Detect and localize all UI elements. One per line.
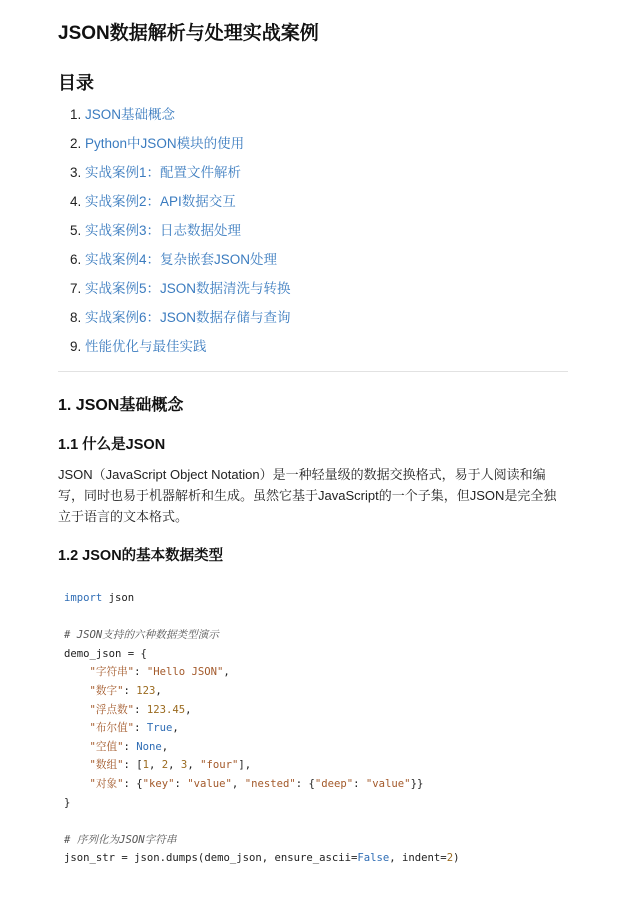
- code-text: demo_json = {: [64, 647, 147, 660]
- toc-item: [70, 251, 568, 280]
- toc-item-number: 9.: [70, 339, 82, 354]
- toc-link[interactable]: 实战案例5：JSON数据清洗与转换: [85, 281, 291, 296]
- code-keyword: import: [64, 592, 103, 604]
- toc-item-number: 8.: [70, 310, 82, 325]
- toc-item: [70, 164, 568, 193]
- code-constant: True: [146, 722, 173, 735]
- code-text: }: [64, 796, 71, 809]
- code-number: 123.45: [146, 703, 186, 716]
- code-number: 123: [136, 684, 156, 697]
- toc-item: [70, 193, 568, 222]
- code-text: json_str = json.dumps(demo_json, ensure_ascii=: [64, 852, 358, 865]
- subsection-heading: 1.2 JSON的基本数据类型: [58, 548, 224, 564]
- code-constant: False: [357, 852, 390, 865]
- toc-item-number: 1.: [70, 107, 82, 122]
- toc-item-number: 4.: [70, 194, 82, 209]
- toc-item-number: 5.: [70, 223, 82, 238]
- code-string: "nested": [244, 777, 296, 790]
- toc-item: [70, 280, 568, 309]
- code-string: "对象": [89, 777, 124, 790]
- code-comment: # 序列化为JSON字符串: [64, 833, 177, 846]
- code-string: "空值": [89, 740, 124, 753]
- code-number: 2: [161, 759, 169, 772]
- subsection-heading: 1.1 什么是JSON: [58, 437, 166, 453]
- code-number: 2: [446, 852, 454, 865]
- section-divider: [58, 371, 568, 372]
- toc-item-number: 2.: [70, 136, 82, 151]
- code-number: 3: [180, 759, 188, 772]
- code-string: "four": [200, 759, 239, 772]
- toc-item: [70, 106, 568, 135]
- toc-item-number: 3.: [70, 165, 82, 180]
- toc-item-number: 7.: [70, 281, 82, 296]
- paragraph: JSON（JavaScript Object Notation）是一种轻量级的数据交换格式，易于人阅读和编写，同时也易于机器解析和生成。虽然它基于JavaScript的一个子集，但JSON是完全独立于语言的文本格式。: [58, 467, 557, 524]
- code-string: "deep": [314, 777, 354, 790]
- code-text: json: [102, 592, 135, 604]
- toc-link[interactable]: 实战案例2：API数据交互: [85, 194, 236, 209]
- code-text: ): [453, 852, 460, 865]
- code-string: "Hello JSON": [146, 666, 224, 679]
- table-of-contents: [58, 106, 568, 367]
- code-string: "布尔值": [89, 722, 135, 735]
- code-string: "数组": [89, 759, 124, 772]
- code-string: "数字": [89, 684, 124, 697]
- toc-link[interactable]: 性能优化与最佳实践: [85, 339, 207, 354]
- toc-item-number: 6.: [70, 252, 82, 267]
- toc-heading: 目录: [58, 73, 94, 93]
- toc-item: [70, 222, 568, 251]
- toc-item: [70, 309, 568, 338]
- code-string: "字符串": [89, 666, 135, 679]
- code-string: "浮点数": [89, 703, 135, 716]
- toc-link[interactable]: 实战案例3：日志数据处理: [85, 223, 242, 238]
- toc-item: [70, 338, 568, 367]
- document-title: JSON数据解析与处理实战案例: [58, 23, 319, 44]
- code-constant: None: [136, 740, 162, 753]
- toc-link[interactable]: 实战案例1：配置文件解析: [85, 165, 242, 180]
- code-string: "value": [187, 777, 232, 790]
- code-string: "value": [365, 777, 411, 790]
- section-heading: 1. JSON基础概念: [58, 397, 184, 414]
- toc-link[interactable]: JSON基础概念: [85, 107, 176, 122]
- toc-link[interactable]: 实战案例6：JSON数据存储与查询: [85, 310, 291, 325]
- code-text: , indent=: [389, 852, 447, 865]
- code-number: 1: [142, 759, 149, 772]
- toc-link[interactable]: Python中JSON模块的使用: [85, 136, 245, 151]
- toc-link[interactable]: 实战案例4：复杂嵌套JSON处理: [85, 252, 278, 267]
- code-string: "key": [142, 777, 175, 790]
- code-block: import json # JSON支持的六种数据类型演示 demo_json = { "字符串": "Hello JSON", "数字": 123, "浮点数": 123.45, "布尔值": True, "空值": None, "数组": [1, 2, 3, "four"], "对象": {"key": "value", "nested": {"deep": "value"}} } # 序列化为JSON字符串 json_str = json.dumps(demo_json, ensure_ascii=False, indent=2): [64, 592, 460, 865]
- code-comment: # JSON支持的六种数据类型演示: [64, 629, 219, 642]
- toc-item: [70, 135, 568, 164]
